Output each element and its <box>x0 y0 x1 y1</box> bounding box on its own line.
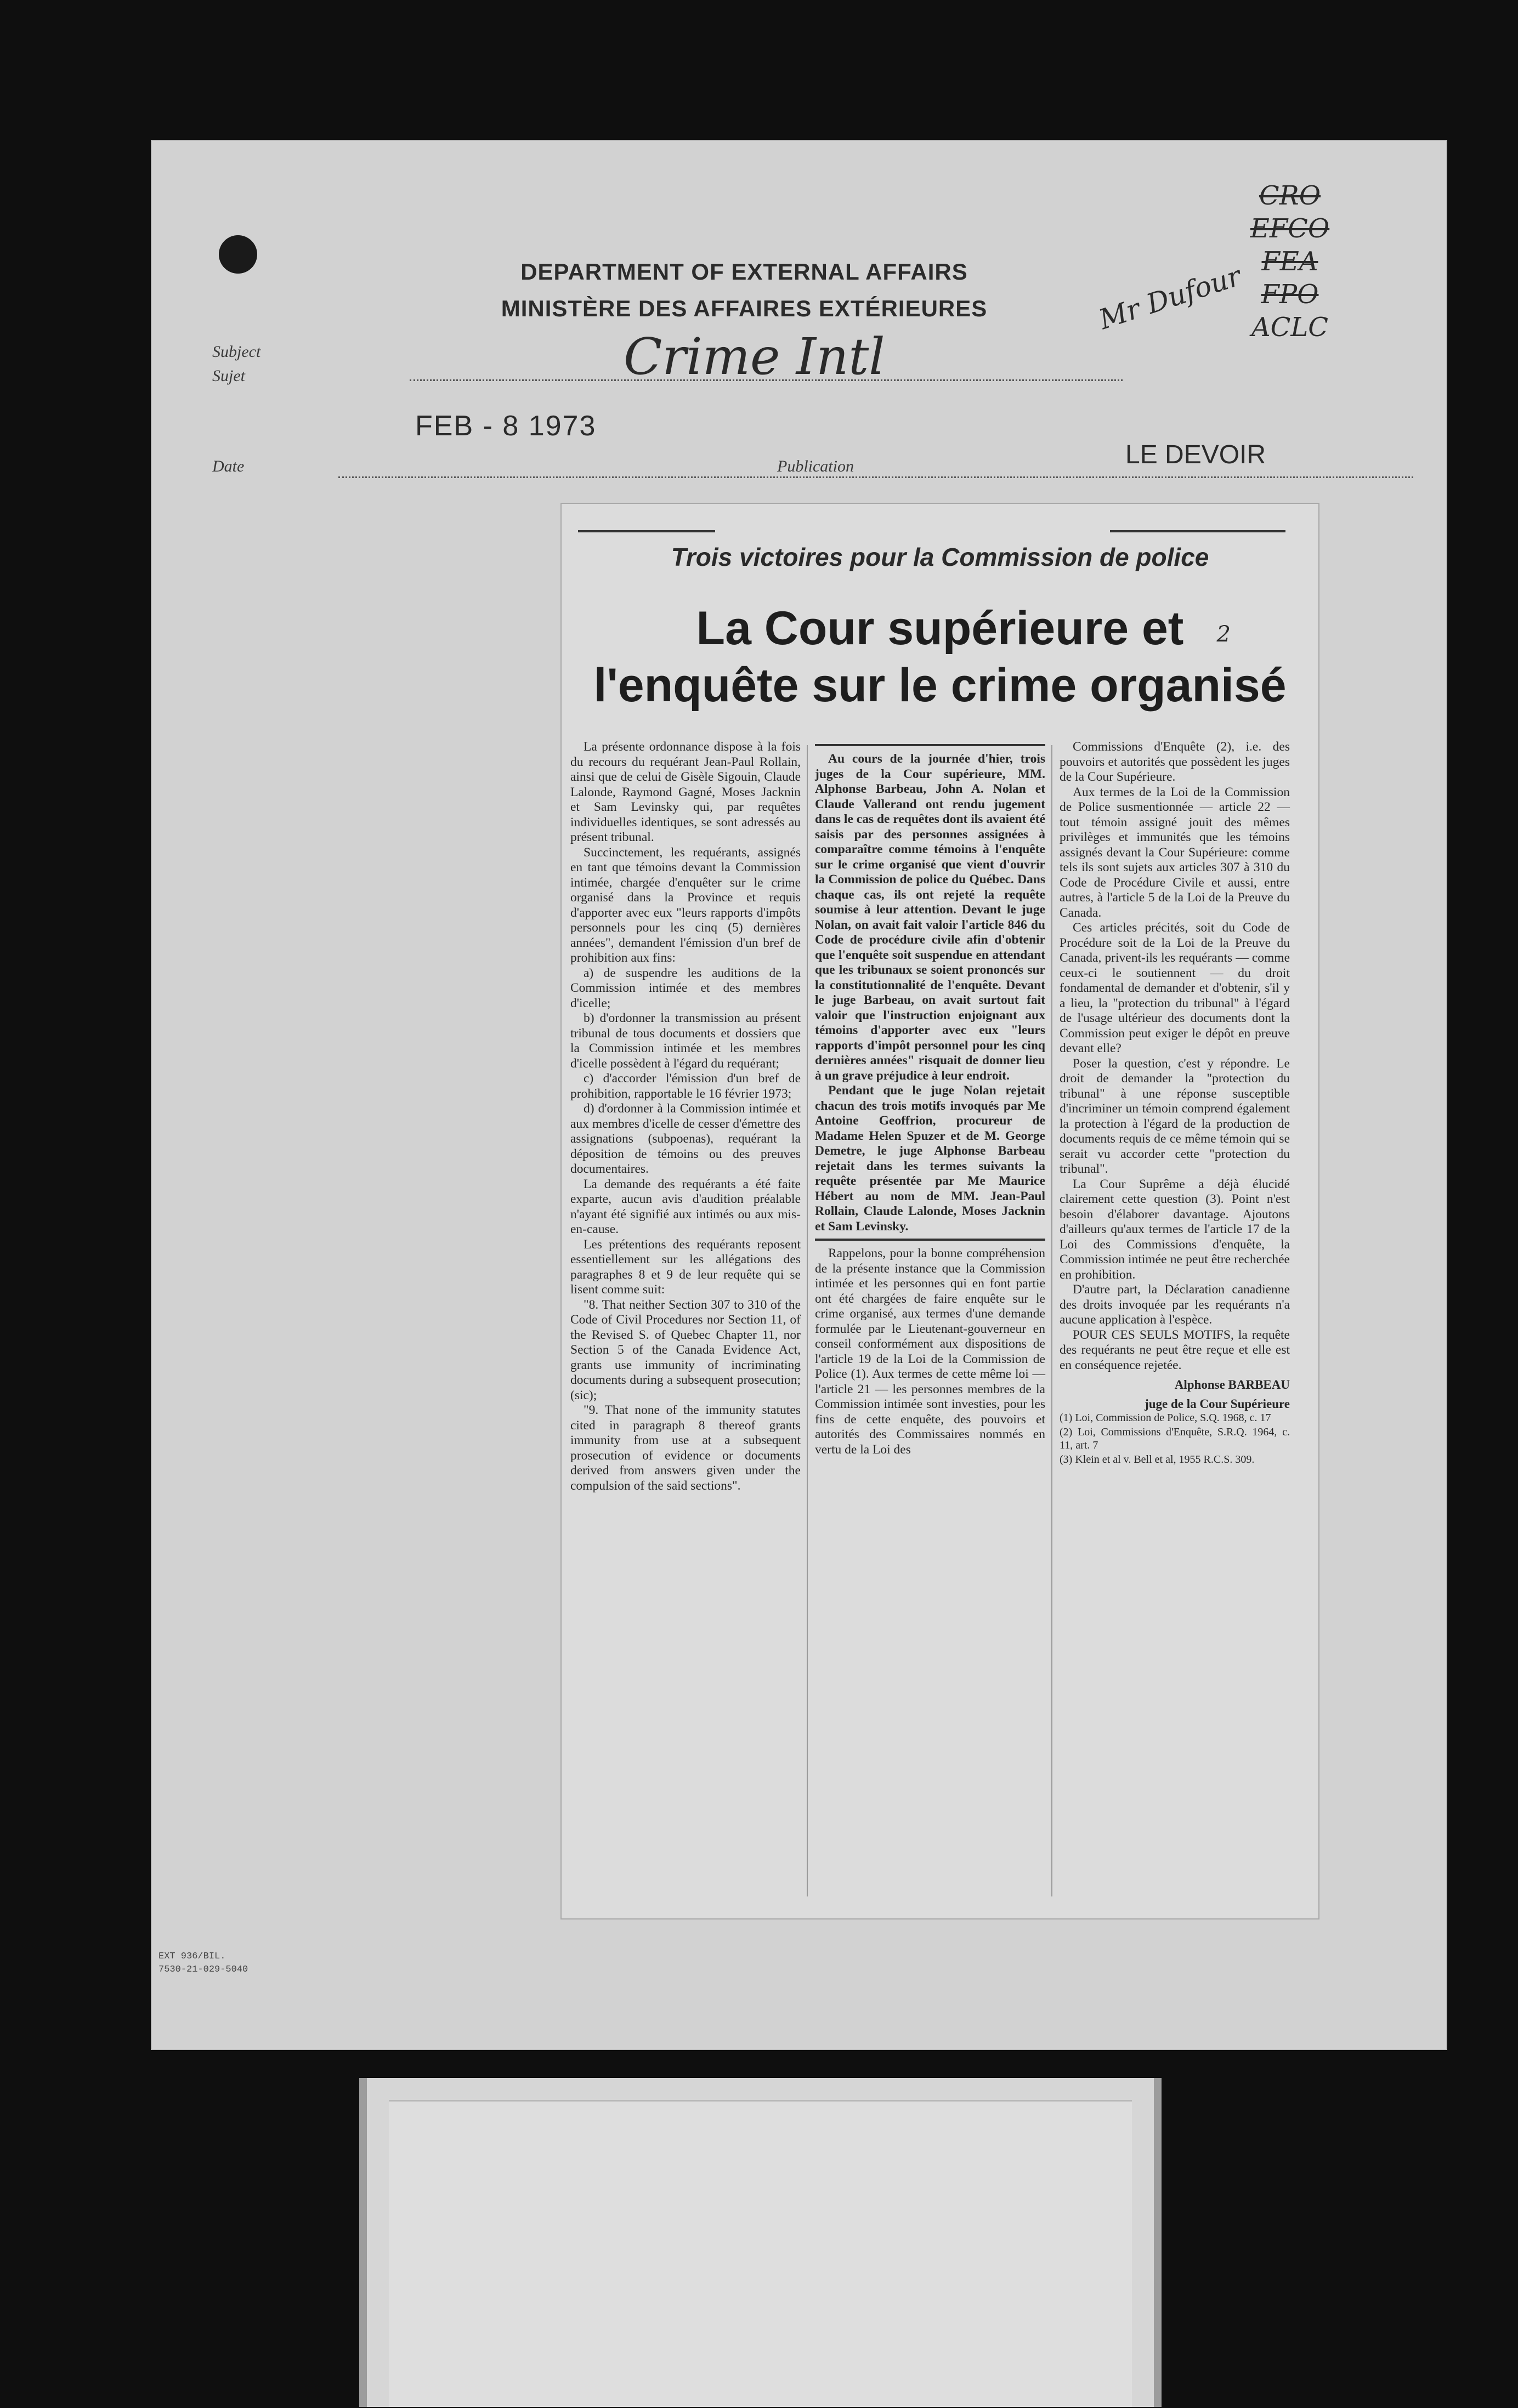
form-code-line: EXT 936/BIL. <box>158 1951 226 1962</box>
kicker-rule <box>578 530 715 532</box>
paragraph: a) de suspendre les auditions de la Commission intimée et des membres d'icelle; <box>570 966 801 1010</box>
paragraph: c) d'accorder l'émission d'un bref de prohibition, rapportable le 16 février 1973; <box>570 1071 801 1101</box>
paragraph: La Cour Suprême a déjà élucidé clairement cette question (3). Point n'est besoin d'élaborer davantage. Ajoutons d'ailleurs qu'aux termes de l'article 17 de la Loi des Commissions d'enquête, la Commission intimée ne peut être recherchée en prohibition. <box>1060 1177 1290 1282</box>
paragraph: "8. That neither Section 307 to 310 of the Code of Civil Procedures nor Section 11, of the Revised S. of Quebec Chapter 11, nor Section 5 of the Canada Evidence Act, grants use immunity of incriminating documents during a subsequent prosecution; (sic); <box>570 1297 801 1402</box>
paragraph: D'autre part, la Déclaration canadienne des droits invoquée par les requérants n'a aucune application à l'espèce. <box>1060 1282 1290 1327</box>
publication-stamp: LE DEVOIR <box>1125 440 1266 469</box>
paragraph: "9. That none of the immunity statutes cited in paragraph 8 thereof grants immunity from use at a subsequent prosecution of evidence or documents derived from answers given under the compulsion of the said sections". <box>570 1403 801 1493</box>
paragraph: La présente ordonnance dispose à la fois du recours du requérant Jean-Paul Rollain, ainsi que de celui de Gisèle Sigouin, Claude Lalonde, Raymond Gagné, Moses Jacknin et Sam Levinsky qui, par requêtes individuelles identiques, se sont adressés au présent tribunal. <box>570 740 801 844</box>
paragraph: Commissions d'Enquête (2), i.e. des pouvoirs et autorités que possèdent les juges de la Cour Supérieure. <box>1060 740 1290 784</box>
publication-label: Publication <box>777 457 854 475</box>
routing-code: FPO <box>1261 279 1319 310</box>
paragraph: Poser la question, c'est y répondre. Le droit de demander la "protection du tribunal" à une réponse susceptible d'incriminer un témoin comprend également la protection à l'égard de la production de documents requis de ce même témoin qui se serait vu accorder cette "protection du tribunal". <box>1060 1056 1290 1176</box>
subject-label-fr: Sujet <box>212 367 245 385</box>
footnote: (2) Loi, Commissions d'Enquête, S.R.Q. 1964, c. 11, art. 7 <box>1060 1426 1290 1451</box>
column-divider <box>1051 745 1052 1896</box>
routing-code: ACLC <box>1251 312 1328 343</box>
mount-base <box>359 2078 1162 2407</box>
column-rule <box>815 744 1045 746</box>
date-label: Date <box>212 457 245 475</box>
paragraph: d) d'ordonner à la Commission intimée et aux membres d'icelle de cesser d'émettre des assignations (subpoenas), requérant la déposition de témoins ou des preuves documentaires. <box>570 1101 801 1176</box>
footnote: (1) Loi, Commission de Police, S.Q. 1968, c. 17 <box>1060 1412 1271 1424</box>
paragraph: Les prétentions des requérants reposent essentiellement sur les allégations des paragraphes 8 et 9 de leur requête qui se lisent comme suit: <box>570 1237 801 1297</box>
mount-base-inner <box>389 2100 1132 2407</box>
form-code <box>158 1950 248 1977</box>
subject-value: Crime Intl <box>624 327 885 386</box>
column-divider <box>807 745 808 1896</box>
headline-line: l'enquête sur le crime organisé <box>593 659 1287 712</box>
routing-code: CRO <box>1259 180 1321 211</box>
routing-code: EFCO <box>1250 213 1330 244</box>
article-column-2 <box>815 740 1045 1457</box>
paragraph: POUR CES SEULS MOTIFS, la requête des requérants ne peut être reçue et elle est en conséquence rejetée. <box>1060 1327 1290 1372</box>
routing-code: FEA <box>1261 246 1318 277</box>
paragraph: b) d'ordonner la transmission au présent tribunal de tous documents et dossiers que la Commission intimée et les membres d'icelle possèdent à l'égard du requérant; <box>570 1011 801 1071</box>
kicker-rule <box>1110 530 1285 532</box>
handwritten-note: Mr Dufour <box>1095 260 1245 336</box>
paragraph: Ces articles précités, soit du Code de Procédure soit de la Loi de la Preuve du Canada, privent-ils les requérants — comme ceux-ci le soutiennent — du droit fondamental de demander et d'obtenir, s'il y a lieu, la "protection du tribunal" à l'égard de l'usage ultérieur des documents dont la Commission peut exiger le dépôt en preuve devant elle? <box>1060 921 1290 1055</box>
paragraph: La demande des requérants a été faite exparte, aucun avis d'audition préalable n'ayant été signifié aux intimés ou aux mis-en-cause. <box>570 1177 801 1236</box>
department-title-fr: MINISTÈRE DES AFFAIRES EXTÉRIEURES <box>501 296 988 321</box>
paragraph: Succinctement, les requérants, assignés en tant que témoins devant la Commission intimée, chargée d'enquêter sur le crime organisé dans la Province et requis d'apporter avec eux "leurs rapports d'impôts personnels pour les cinq (5) dernières années", demandent l'émission d'un bref de prohibition aux fins: <box>570 845 801 965</box>
subject-label-en: Subject <box>212 343 261 361</box>
article-column-3 <box>1060 740 1290 1466</box>
column-rule <box>815 1239 1045 1241</box>
form-code-line: 7530-21-029-5040 <box>158 1964 248 1975</box>
page-number-annotation: 2 <box>1216 622 1231 647</box>
article-headline <box>562 600 1318 714</box>
department-title-en: DEPARTMENT OF EXTERNAL AFFAIRS <box>520 259 968 285</box>
headline-line: La Cour supérieure et <box>696 602 1184 655</box>
article-column-1 <box>570 740 801 1493</box>
signature-title: juge de la Cour Supérieure <box>1145 1397 1290 1411</box>
form-sheet <box>151 140 1447 2050</box>
paragraph: Aux termes de la Loi de la Commission de Police susmentionnée — article 22 — tout témoin assigné jouit des mêmes privilèges et immunités que les témoins assignés devant la Cour Supérieure: comme tels ils sont sujets aux articles 307 à 310 du Code de Procédure Civile et aussi, entre autres, à l'article 5 de la Loi de la Preuve du Canada. <box>1060 785 1290 920</box>
article-kicker: Trois victoires pour la Commission de police <box>671 543 1209 571</box>
paragraph: Rappelons, pour la bonne compréhension de la présente instance que la Commission intimée et les personnes qui en font partie ont été chargées de faire enquête sur le crime organisé, aux termes d'une demande formulée par le Lieutenant-gouverneur en conseil conformément aux dispositions de l'article 19 de la Loi de la Commission de Police (1). Aux termes de cette même loi — l'article 21 — les personnes membres de la Commission intimée sont investies, pour les fins de cette enquête, des pouvoirs et autorités des Commissaires nommés en vertu de la Loi des <box>815 1246 1045 1457</box>
date-underline <box>338 476 1413 478</box>
bold-paragraph: Au cours de la journée d'hier, trois juges de la Cour supérieure, MM. Alphonse Barbeau, John A. Nolan et Claude Vallerand ont rendu jugement dans le cas de requêtes dont ils avaient été saisis par des personnes assignées à comparaître comme témoins à l'enquête sur le crime organisé que vient d'ouvrir la Commission de police du Québec. Dans chaque cas, ils ont rejeté la requête soumise à leur attention. Devant le juge Nolan, on avait fait valoir l'article 846 du Code de procédure civile afin d'obtenir que l'enquête soit suspendue en attendant que les tribunaux se soient prononcés sur la constitutionnalité de l'enquête. Devant le juge Barbeau, on avait surtout fait valoir que l'instruction enjoignant aux témoins d'apporter avec eux "leurs rapports d'impôt personnel pour les cinq dernières années" risquait de donner lieu à un grave préjudice à leur endroit. <box>815 752 1045 1083</box>
date-stamp: FEB - 8 1973 <box>415 410 597 442</box>
newspaper-clipping <box>560 503 1319 1919</box>
footnote: (3) Klein et al v. Bell et al, 1955 R.C.S. 309. <box>1060 1453 1255 1466</box>
bold-paragraph: Pendant que le juge Nolan rejetait chacun des trois motifs invoqués par Me Antoine Geoffrion, procureur de Madame Helen Spuzer et de M. George Demetre, le juge Alphonse Barbeau rejetait dans les termes suivants la requête présentée par Me Maurice Hébert au nom de MM. Jean-Paul Rollain, Claude Lalonde, Moses Jacknin et Sam Levinsky. <box>815 1083 1045 1234</box>
signature-name: Alphonse BARBEAU <box>1174 1378 1290 1392</box>
